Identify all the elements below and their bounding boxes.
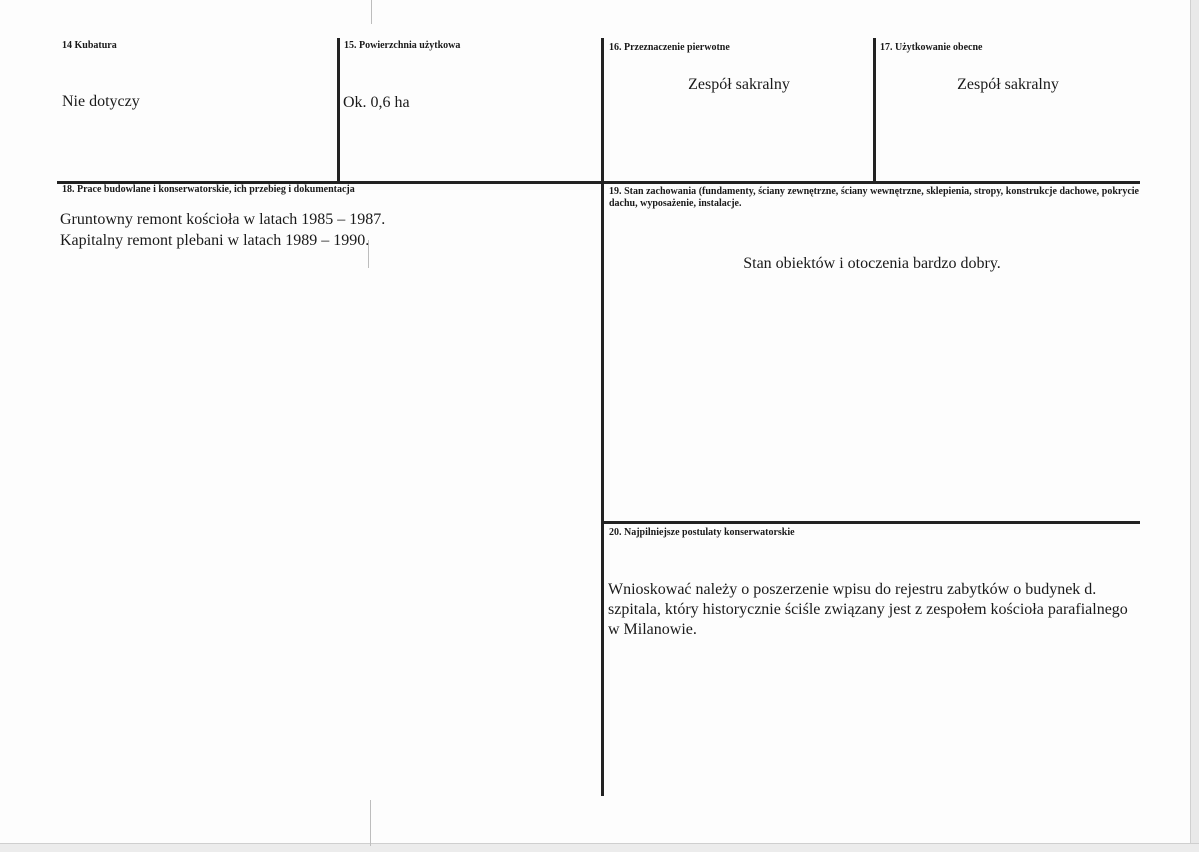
divider-section-20-top <box>603 521 1140 524</box>
field-19-label: 19. Stan zachowania (fundamenty, ściany zewnętrzne, ściany wewnętrzne, sklepienia, stropy, konstrukcje dachowe, pokrycie dachu, wyposażenie, instalacje. <box>609 186 1139 209</box>
divider-15-left <box>337 38 340 183</box>
field-18-line-1: Gruntowny remont kościoła w latach 1985 – 1987. <box>60 211 386 228</box>
field-20-value: Wnioskować należy o poszerzenie wpisu do rejestru zabytków o budynek d. szpitala, który historycznie ściśle związany jest z zespołem kościoła parafialnego w Milanowie. <box>608 581 1128 638</box>
field-17-label: 17. Użytkowanie obecne <box>880 42 983 53</box>
field-20-label: 20. Najpilniejsze postulaty konserwatorskie <box>609 527 795 538</box>
scan-mark <box>371 0 372 24</box>
field-16-label: 16. Przeznaczenie pierwotne <box>609 42 730 53</box>
field-14-value: Nie dotyczy <box>62 93 140 110</box>
field-15-label: 15. Powierzchnia użytkowa <box>344 40 461 51</box>
field-15-value: Ok. 0,6 ha <box>343 94 410 111</box>
divider-center <box>601 38 604 796</box>
field-16-value: Zespół sakralny <box>688 76 790 93</box>
scan-mark <box>370 800 371 846</box>
field-19-value: Stan obiektów i otoczenia bardzo dobry. <box>743 255 1001 272</box>
field-18-label: 18. Prace budowlane i konserwatorskie, ich przebieg i dokumentacja <box>62 184 355 195</box>
field-17-value: Zespół sakralny <box>957 76 1059 93</box>
field-14-label: 14 Kubatura <box>62 40 117 51</box>
scan-edge-right <box>1190 0 1199 851</box>
divider-17-left <box>873 38 876 183</box>
field-18-line-2: Kapitalny remont plebani w latach 1989 – 1990. <box>60 232 370 249</box>
